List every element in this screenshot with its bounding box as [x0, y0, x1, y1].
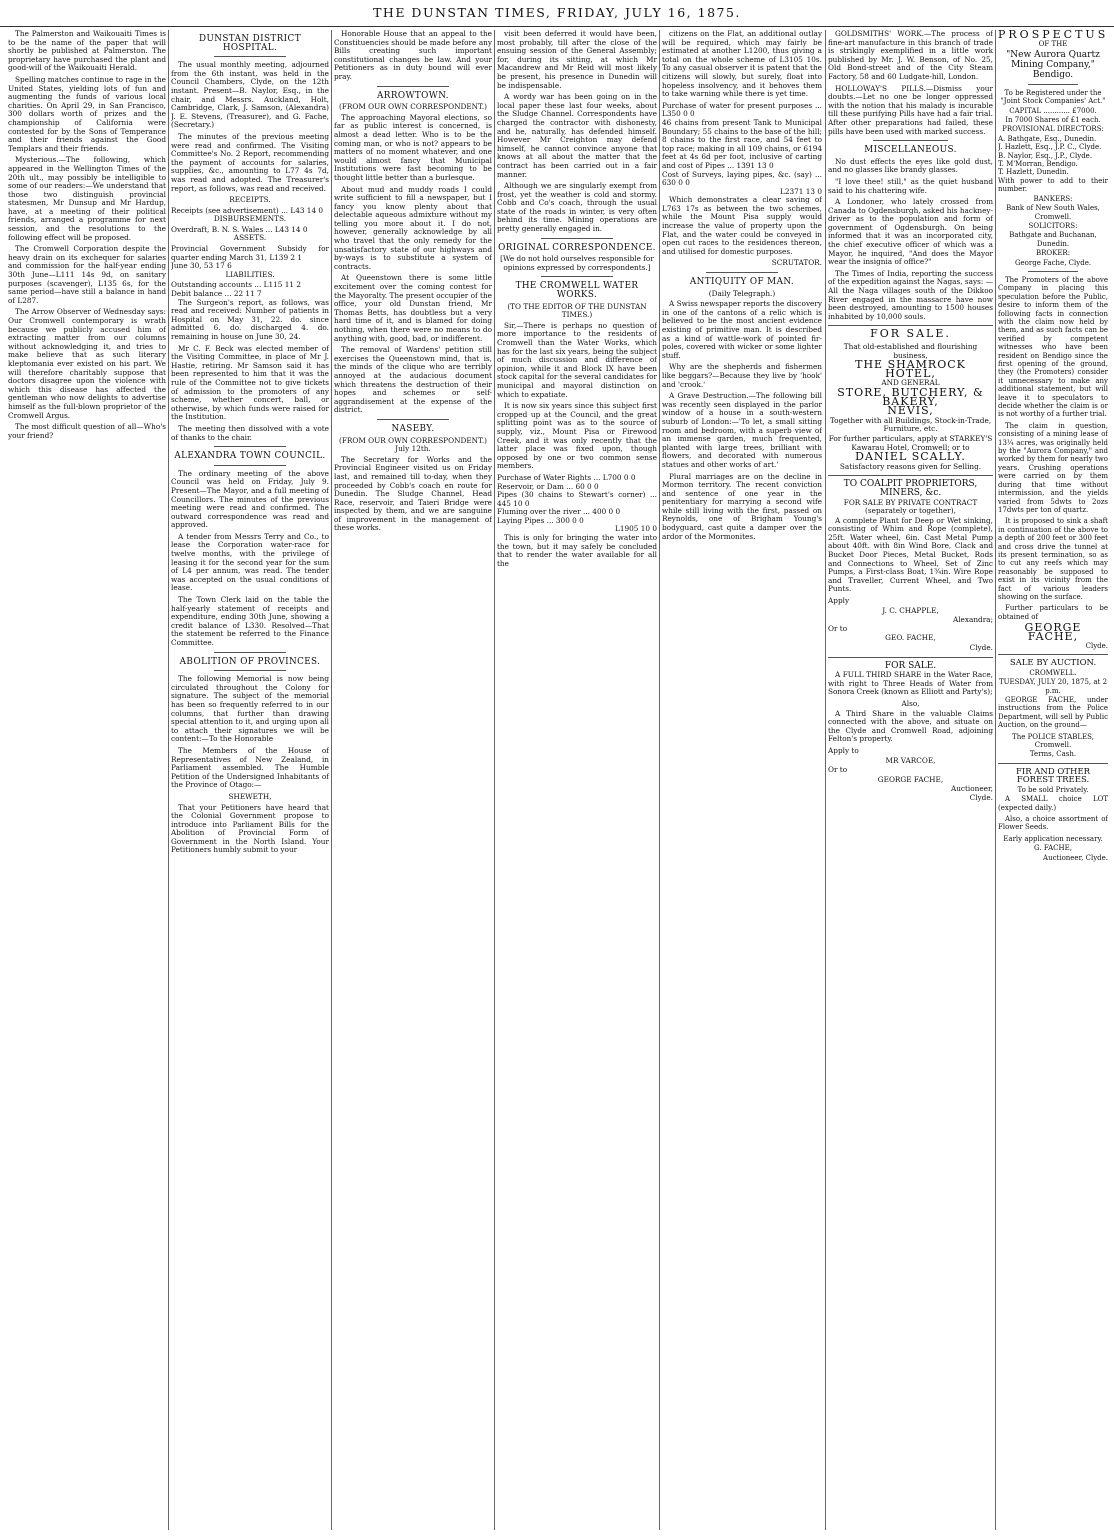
ad-line: George Fache, Clyde. [1014, 258, 1092, 267]
article-paragraph: Mr C. F. Beck was elected member of the Visiting Committee, in place of Mr J. Hastie, retiring. Mr Samson said it has been represented to him that it was the rule of the Committee not to give tickets of admission to the promoters of any scheme, whether concert, ball, or otherwise, by which funds were raised for the Institution. [171, 343, 329, 422]
news-paragraph: The Palmerston and Waikouaiti Times is to be the name of the paper that will shortly be published at Palmerston. The proprietary have purchased the plant and good-will of the Waikouaiti Herald. [8, 30, 166, 73]
ad-paragraph: A complete Plant for Deep or Wet sinking, consisting of Whim and Rope (complete), 25ft. Water wheel, 6in. Cast Metal Pump about 40ft. with 8in Wind Bore, Clack and Bucket Door Pieces, Metal Bucket, Rods and Connections to Wheel, Set of Zinc Pumps, a First-class Boat, 1¾in. Wire Rope and Traveller, Current Wheel, and Two Punts. [828, 515, 993, 594]
article-paragraph: Although we are singularly exempt from frost, yet the weather is cold and stormy. Cobb and Co's coach, through the usual state of the roads in winter, is very often behind its time. Mining operations are pretty generally engaged in. [497, 181, 657, 234]
column-4 [497, 30, 657, 1530]
ledger-line: Provincial Government Subsidy for quarter ending March 31, L139 2 1 [171, 244, 329, 262]
subheading: BANKERS: [1033, 194, 1073, 203]
cost-line: Cost of Surveys, laying pipes, &c. (say) ... 630 0 0 [662, 169, 822, 188]
ad-line: For further particulars, apply at STARKEY'S Kawarau Hotel, Cromwell; or to [828, 433, 993, 452]
ad-name: J. C. CHAPPLE, [882, 605, 939, 615]
news-paragraph: The Arrow Observer of Wednesday says: Our Cromwell contemporary is wrath because we publicly accused him of extracting matter from our columns without acknowledging it, and tries to make believe that as such literary kleptomania ever existed on his part. We will therefore charitably suppose that doctors disagree upon the violence with which this disease has affected the gentleman who now delights to advertise himself as the full-blown proprietor of the Cromwell Argus. [8, 307, 166, 420]
ad-heading: FIR AND OTHER FOREST TREES. [1015, 766, 1091, 786]
article-paragraph: A tender from Messrs Terry and Co., to lease the Corporation water-race for twelve months, with the privilege of leasing it for the second year for the sum of L4 per annum, was read. The tender was accepted on the usual conditions of lease. [171, 531, 329, 593]
cost-line: Laying Pipes ... 300 0 0 [497, 515, 584, 525]
ad-heading: TO COALPIT PROPRIETORS, MINERS, &c. [843, 479, 978, 498]
ad-paragraph: A SMALL choice LOT (expected daily.) [998, 795, 1108, 812]
cost-line: Pipes (30 chains to Stewart's corner) ... 445 10 0 [497, 490, 657, 508]
column-5 [662, 30, 822, 1530]
column-7 [998, 30, 1108, 1530]
ad-line: Apply to [828, 745, 859, 755]
article-heading: THE CROMWELL WATER WORKS. [515, 281, 639, 301]
ad-heading: FOR SALE. [884, 660, 937, 671]
cost-line: Purchase of Water Rights ... L700 0 0 [497, 472, 636, 482]
divider [998, 763, 1108, 764]
ad-line: With power to add to their number. [998, 176, 1108, 194]
divider [377, 419, 448, 420]
ledger-line: Overdraft, B. N. S. Wales ... L43 14 0 [171, 224, 308, 234]
ad-paragraph: It is proposed to sink a shaft in continuation of the above to a depth of 200 feet or 300 feet and cross drive the tunnel at its present termination, so as to cut any reefs which may reasonably be supposed to exist in its vicinity from the fact of various leaders showing on the surface. [998, 517, 1108, 601]
article-paragraph: It is now six years since this subject first cropped up at the Council, and the great splitting point was as to the source of supply, viz., Mount Pisa or Firewood Creek, and it was only recently that the latter place was fixed upon, though opposed by one or two common sense members. [497, 401, 657, 471]
ad-line: Auctioneer, [950, 784, 993, 794]
subheading: LIABILITIES. [225, 269, 275, 279]
ad-paragraph: The claim in question, consisting of a mining lease of 13¼ acres, was originally held by the "Aurora Company," and worked by them for nearly two years. Crushing operations were carried on by them during that time without intermission, and the yields varied from 5dwts to 2ozs 17dwts per ton of quartz. [998, 421, 1108, 514]
ad-line: Bank of New South Wales, Cromwell. [1006, 204, 1100, 221]
cost-line: Purchase of water for present purposes ... L350 0 0 [662, 100, 822, 119]
ad-line: THE SHAMROCK HOTEL, [855, 358, 966, 380]
subheading: RECEIPTS. [229, 195, 271, 205]
subheading: SOLICITORS: [1028, 221, 1078, 230]
ad-name: G. FACHE, [1034, 844, 1072, 853]
divider [828, 475, 993, 476]
article-paragraph: Honorable House that an appeal to the Constituencies should be made before any Bills creating such important constitutional changes be law. And your Petitioners as in duty bound will ever pray. [334, 30, 492, 81]
signature: SCRUTATOR. [771, 258, 822, 268]
article-heading: ANTIQUITY OF MAN. [689, 277, 795, 288]
column-3 [334, 30, 492, 1530]
ad-line: To be Registered under the "Joint Stock Companies' Act." [1000, 88, 1106, 106]
ad-name: GEO. FACHE, [885, 633, 936, 643]
column-rule [168, 30, 169, 1530]
divider [541, 238, 613, 239]
ad-line: Or to [828, 765, 848, 775]
cost-line: 46 chains from present Tank to Municipal Boundary; 55 chains to the base of the hill; 8 chains to the first race, and 54 feet to top race; making in all 109 chains, or 6194 feet at 4s 6d per foot, inclusive of carting and cost of Pipes ... 1391 13 0 [662, 117, 822, 170]
subheading: ASSETS. [233, 233, 267, 243]
article-paragraph: Sir,—There is perhaps no question of more importance to the residents of Cromwell than the Water Works, which has for the last six years, being the subject of much discussion and difference of opinion, while it and Block IX have been stock capital for the several candidates for municipal and mayoral distinction on which to expatiate. [497, 320, 657, 399]
divider [214, 465, 285, 466]
director: A. Bathgate, Esq., Dunedin. [998, 134, 1097, 143]
ad-line: Bathgate and Buchanan, Dunedin. [1009, 231, 1097, 248]
column-rule [331, 30, 332, 1530]
article-paragraph: "I love thee! still," as the quiet husband said to his chattering wife. [828, 176, 993, 195]
ad-paragraph: Further particulars to be obtained of [998, 604, 1108, 621]
ledger-line: Debit balance ... 22 11 7 [171, 289, 262, 299]
ad-line: CROMWELL. [1029, 668, 1077, 677]
ad-name: GEORGE FACHE, [1024, 621, 1082, 643]
subheading: BROKER: [1035, 249, 1071, 258]
divider [214, 446, 285, 447]
ad-line: CAPITAL ............ £7000. [1009, 106, 1097, 115]
column-rule [825, 30, 826, 1530]
ad-line: Alexandra; [952, 615, 993, 625]
article-paragraph: Which demonstrates a clear saving of L763 17s as between the two schemes, while the Mount Pisa supply would increase the value of property upon the Flat, and the water could be conveyed in open cut races to the residences thereon, and utilised for domestic purposes. [662, 195, 822, 256]
ad-heading: PROSPECTUS [998, 30, 1108, 41]
ad-line: In 7000 Shares of £1 each. [1005, 116, 1101, 125]
ad-heading: FOR SALE. [870, 327, 951, 341]
article-paragraph: The Town Clerk laid on the table the half-yearly statement of receipts and expenditure, ending 30th June, showing a credit balance of L330. Resolved—That the statement be referred to the Finance Committee. [171, 595, 329, 647]
column-rule [659, 30, 660, 1530]
editorial-note: [We do not hold ourselves responsible for opinions expressed by correspondents.] [500, 254, 654, 272]
ad-line: FOR SALE BY PRIVATE CONTRACT (separately or together), [843, 497, 978, 516]
divider [1028, 84, 1078, 85]
article-heading: MISCELLANEOUS. [864, 145, 957, 156]
article-heading: NASEBY. [391, 423, 435, 434]
divider [214, 56, 285, 57]
ad-line: NEVIS, [887, 404, 934, 418]
divider [214, 670, 285, 671]
article-paragraph: About mud and muddy roads I could write sufficient to fill a newspaper, but I fancy you know plenty about that delectable aqueous admixture without my telling you more about it. I do not, however, generally acknowledge by all who travel that the only remedy for the unsatisfactory state of our highways and by-ways is to substitute a system of contracts. [334, 184, 492, 271]
article-paragraph: The Members of the House of Representatives of New Zealand, in Parliament assembled. The Humble Petition of the Undersigned Inhabitants of the Province of Otago:— [171, 745, 329, 790]
article-paragraph: The meeting then dissolved with a vote of thanks to the chair. [171, 423, 329, 442]
ad-line: OF THE [1038, 40, 1068, 49]
article-paragraph: The Secretary for Works and the Provincial Engineer visited us on Friday last, and remained till to-day, when they proceeded by Cobb's coach en route for Dunedin. The Sludge Channel, Head Race, reservoir, and Taieri Bridge were inspected by them, and we are sanguine of improvement in the management of these works. [334, 454, 492, 533]
ad-line: Together with all Buildings, Stock-in-Trade, Furniture, etc. [829, 415, 992, 434]
subheading: PROVISIONAL DIRECTORS: [1002, 125, 1104, 134]
ad-paragraph: A FULL THIRD SHARE in the Water Race, with right to Three Heads of Water from Sonora Creek (known as Elliott and Party's); [828, 670, 993, 697]
cost-total: L1905 10 0 [615, 524, 657, 534]
divider [706, 272, 778, 273]
ad-line: STORE, BUTCHERY, & BAKERY, [837, 385, 984, 408]
article-paragraph: A Swiss newspaper reports the discovery in one of the cantons of a relic which is believed to be the most ancient evidence existing of primitive man. It is described as a kind of wattle-work of pointed fir-poles, covered with wicker or some lighter stuff. [662, 299, 822, 360]
article-paragraph: Plural marriages are on the decline in Mormon territory. The recent conviction and sentence of one year in the penitentiary for marrying a second wife while still living with the first, passed on Reynolds, one of Brigham Young's bodyguard, cast quite a damper over the ardor of the Mormonites. [662, 471, 822, 541]
subheading: DISBURSEMENTS. [213, 214, 287, 224]
article-paragraph: The ordinary meeting of the above Council was held on Friday, July 9. Present—The Mayor, and a full meeting of Councillors. The minutes of the previous meeting were read and confirmed. The outward correspondence was read and approved. [171, 468, 329, 530]
news-paragraph: The most difficult question of all—Who's your friend? [8, 422, 166, 440]
article-heading: ALEXANDRA TOWN COUNCIL. [174, 451, 326, 462]
divider [998, 654, 1108, 655]
article-paragraph: A Grave Destruction.—The following bill was recently seen displayed in the parlor window of a house in a south-western suburb of London:—'To let, a small sitting room and bedroom, with a superb view of an immense garden, much frequented, planted with large trees, brilliant with flowers, and decorated with numerous statues and other works of art.' [662, 391, 822, 469]
ad-line: Clyde. [969, 792, 993, 802]
ad-line: Clyde. [1085, 642, 1108, 650]
cost-line: Reservoir, or Dam ... 60 0 0 [497, 481, 599, 491]
news-paragraph: Spelling matches continue to rage in the United States, yielding lots of fun and augmenting the funds of various local charities. On April 29, in San Francisco, 300 dollars worth of prizes and the championship of California were contested for by the Sons of Temperance and their friends against the Good Templars and their friends. [8, 74, 166, 153]
article-heading: ORIGINAL CORRESPONDENCE. [498, 242, 656, 253]
news-paragraph: The Cromwell Corporation despite the heavy drain on its exchequer for salaries and commission for the half-year ending 30th June—L111 14s 9d, on sanitary purposes (scavenger), L135 6s, for the same period—have still a balance in hand of L287. [8, 244, 166, 305]
ad-name: MR VARCOE, [885, 755, 936, 765]
column-1 [8, 30, 166, 1530]
article-paragraph: A wordy war has been going on in the local paper these last four weeks, about the Sludge Channel. Correspondents have charged the contractor with dishonesty, and he, naturally, has defended himself. However Mr Creighton may defend himself, he cannot convince anyone that knows at all about the matter that the contract has been carried out in a fair manner. [497, 92, 657, 179]
ad-paragraph: GEORGE FACHE, under instructions from the Police Department, will sell by Public Auction, on the ground— [998, 696, 1108, 730]
column-rule [494, 30, 495, 1530]
article-paragraph: A Londoner, who lately crossed from Canada to Ogdensburgh, asked his hackney-driver as to the population and form of government of Ogdensburgh. On being informed that it was an incorporated city, the chief executive officer of which was a Mayor, he inquired, "And does the Mayor wear the insignia of office?" [828, 197, 993, 267]
ad-line: Clyde. [969, 643, 993, 652]
column-rule [995, 30, 996, 1530]
divider [873, 140, 947, 141]
ad-paragraph: The Promoters of the above Company in placing this speculation before the Public, desire to inform them of the following facts in connection with the claim now held by them, and as such facts can be verified by competent witnesses who have been resident on Bendigo since the first opening of the ground, they (the Promoters) consider it unnecessary to make any additional statement, but will leave it to speculators to decide whether the claim is or is not worthy of a further trial. [998, 275, 1108, 419]
divider [214, 652, 285, 653]
article-paragraph: citizens on the Flat, an additional outlay will be required, which may fairly be estimated at another L1200, thus giving a total on the whole scheme of L3105 10s. To any casual observer it is patent that the citizens will slowly, but surely, float into hopeless insolvency, and it behoves them to take warning while there is yet time. [662, 30, 822, 99]
ad-line: Auctioneer, Clyde. [1043, 853, 1108, 862]
ledger-line: Outstanding accounts ... L115 11 2 [171, 280, 301, 290]
article-paragraph: visit been deferred it would have been, most probably, till after the close of the ensuing session of the General Assembly; for, during its sitting, at which Mr Macandrew and Mr Reid will most likely be present, his presence in Dunedin will be indispensable. [497, 30, 657, 90]
ledger-line: Receipts (see advertisement) ... L43 14 0 [171, 205, 324, 215]
divider [828, 325, 993, 326]
column-6 [828, 30, 993, 1530]
article-paragraph: No dust effects the eyes like gold dust, and no glasses like brandy glasses. [828, 156, 993, 175]
article-paragraph: The minutes of the previous meeting were read and confirmed. The Visiting Committee's No. 2 Report, recommending the payment of accounts for salaries, supplies, &c., amounting to L77 4s 7d, was read and adopted. The Treasurer's report, as follows, was read and received. [171, 131, 329, 193]
article-paragraph: The Times of India, reporting the success of the expedition against the Nagas, says: —All the Naga villages south of the Dikkoo River engaged in the massacre have now been destroyed, amounting to 1500 houses inhabited by 10,000 souls. [828, 268, 993, 321]
cost-line: Fluming over the river ... 400 0 0 [497, 507, 621, 517]
ad-line: The POLICE STABLES, Cromwell. [1012, 732, 1094, 750]
article-paragraph: Why are the shepherds and fishermen like beggars?—Because they live by 'hook' and 'crook.' [662, 362, 822, 389]
ad-line: To be sold Privately. [1017, 785, 1089, 794]
article-paragraph: This is only for bringing the water into the town, but it may safely be concluded that to render the water available for all the [497, 533, 657, 568]
ad-line: Early application necessary. [1003, 834, 1103, 843]
masthead [0, 0, 1114, 27]
director: B. Naylor, Esq., J.P., Clyde. [998, 151, 1093, 160]
article-heading: ARROWTOWN. [377, 90, 449, 101]
article-paragraph: That your Petitioners have heard that the Colonial Government propose to introduce into Parliament Bills for the Abolition of Provincial Form of Government in the North Island. Your Petitioners humbly submit to your [171, 802, 329, 855]
article-heading: DUNSTAN DISTRICT HOSPITAL. [199, 34, 301, 53]
divider [828, 657, 993, 658]
ad-line: Satisfactory reasons given for Selling. [839, 461, 982, 471]
article-heading: ABOLITION OF PROVINCES. [179, 656, 321, 667]
ledger-line: June 30, 53 17 6 [171, 261, 232, 271]
ad-paragraph: Also, a choice assortment of Flower Seeds. [998, 814, 1108, 832]
divider [377, 86, 448, 87]
company-name: "New Aurora Quartz Mining Company," Bendigo. [1006, 49, 1100, 80]
article-paragraph: GOLDSMITHS' WORK.—The process of fine-art manufacture in this branch of trade is strikingly exemplified in a little work published by Mr. J. W. Benson, of No. 25, Old Bond-street and of the City Steam Factory, 58 and 60 Ludgate-hill, London. [828, 30, 993, 81]
divider [1028, 271, 1078, 272]
article-paragraph: The removal of Wardens' petition still exercises the Queenstown mind, that is, the minds of the clique who are terribly annoyed at the audacious document which threatens the destruction of their hopes and schemes or self-aggrandisement at the expense of the district. [334, 345, 492, 415]
article-paragraph: HOLLOWAY'S PILLS.—Dismiss your doubts.—Let no one be longer oppressed with the notion that his malady is incurable till these purifying Pills have had a fair trial. After other preparations had failed, these pills have been used with marked success. [828, 83, 993, 136]
newspaper-title: THE DUNSTAN TIMES, FRIDAY, JULY 16, 1875. [373, 5, 741, 20]
ad-line: That old-established and flourishing business, [843, 342, 978, 360]
article-paragraph: The following Memorial is now being circulated throughout the Colony for signature. The subject of the memorial has been so frequently referred to in our columns, that further than drawing special attention to it, and urging upon all to attach their signatures we will be content:—To the Honorable [171, 674, 329, 744]
subheading: SHEWETH, [228, 791, 272, 801]
ad-paragraph: A Third Share in the valuable Claims connected with the above, and situate on the Clyde and Cromwell Road, adjoining Felton's property. [828, 708, 993, 744]
article-paragraph: The usual monthly meeting, adjourned from the 6th instant, was held in the Council Chambers, Clyde, on the 12th instant. Present—B. Naylor, Esq., in the chair, and Messrs. Auckland, Holt, Cambridge, Clark, J. Samson, (Alexandra) J. E. Stevens, (Treasurer), and G. Fache, (Secretary.) [171, 60, 329, 130]
source-note: (Daily Telegraph.) [708, 288, 776, 298]
cost-total: L2371 13 0 [780, 186, 822, 196]
article-paragraph: The approaching Mayoral elections, so far as public interest is concerned, is almost a dead letter. Who is to be the coming man, or who is not? appears to be matters of no moment whatever, and one would almost fancy that Municipal Institutions were fast becoming to be thought little better than a burlesque. [334, 112, 492, 182]
ad-heading: SALE BY AUCTION. [1009, 658, 1097, 669]
ad-line: AND GENERAL [881, 378, 940, 388]
column-2 [171, 30, 329, 1530]
ad-line: Or to [828, 623, 848, 633]
byline: (FROM OUR OWN CORRESPONDENT.) July 12th. [339, 435, 487, 454]
article-paragraph: The Surgeon's report, as follows, was read and received: Number of patients in Hospital on May 31, 22. do. since admitted 6. do. discharged 4. do. remaining in house on June 30, 24. [171, 297, 329, 341]
director: T. Hazlett, Dunedin. [998, 168, 1069, 177]
director: T. M'Morran, Bendigo. [998, 160, 1078, 169]
ad-line: Apply [828, 596, 850, 606]
byline: (FROM OUR OWN CORRESPONDENT.) [339, 102, 487, 112]
article-paragraph: At Queenstown there is some little excitement over the coming contest for the Mayoralty. The present occupier of the office, your old Dunstan friend, Mr Thomas Betts, has doubtless but a very hard time of it, and is blamed for doing nothing, when there were no means to do anything with, good, bad, or indifferent. [334, 273, 492, 343]
ad-line: Also, [901, 698, 920, 708]
news-paragraph: Mysterious.—The following, which appeared in the Wellington Times of the 20th ult., may possibly be intelligible to some of our readers:—We understand that those two distinguish provincial statesmen, Mr Dunsup and Mr Hardup, have, at a meeting of their political friends, arranged a programme for next session, and the resolutions to the following effect will be proposed. [8, 155, 166, 242]
byline: (TO THE EDITOR OF THE DUNSTAN TIMES.) [507, 301, 647, 320]
divider [541, 276, 613, 277]
ad-name: DANIEL SCALLY. [855, 450, 966, 464]
ad-name: GEORGE FACHE, [877, 774, 944, 784]
director: J. Hazlett, Esq., J.P. C., Clyde. [998, 143, 1102, 152]
ad-line: Terms, Cash. [1029, 750, 1077, 759]
ad-date: TUESDAY, JULY 20, 1875, at 2 p.m. [998, 678, 1108, 695]
